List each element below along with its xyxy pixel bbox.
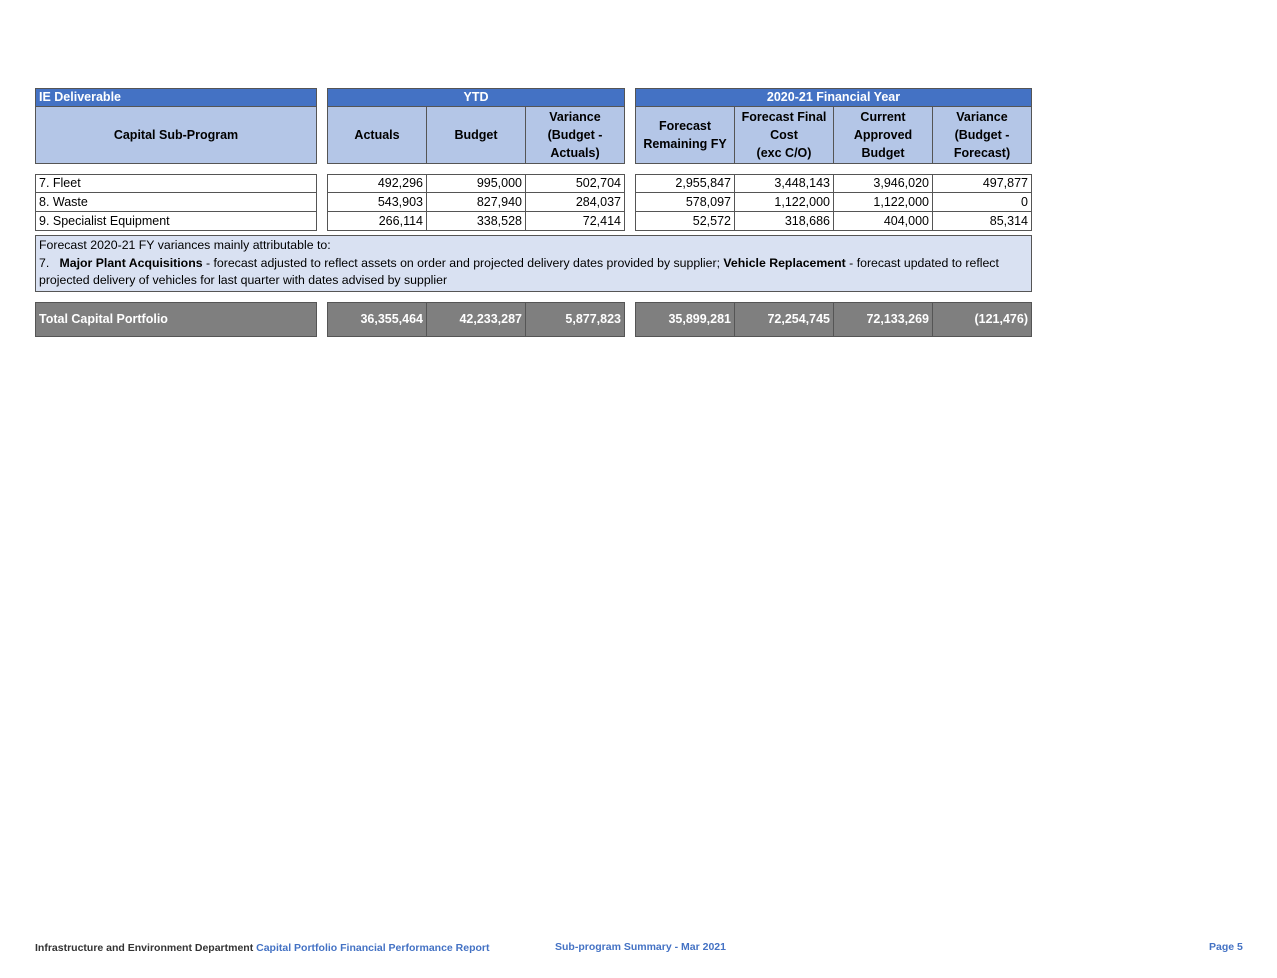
total-name: Total Capital Portfolio [35, 302, 317, 337]
note-text-vehicle: - forecast updated to reflect projected delivery of vehicles for last quarter with dates advised by supplier [39, 255, 999, 287]
variance-forecast-line1: Variance [956, 109, 1008, 124]
approved-budget-line2: Approved [853, 127, 913, 142]
footer-summary: Sub-program Summary - Mar 2021 [555, 941, 726, 953]
variance-ytd-line2: (Budget - [547, 127, 603, 142]
row-waste-name: 8. Waste [35, 192, 317, 212]
row-waste-forecast-remaining: 578,097 [635, 192, 735, 212]
approved-budget-line1: Current [860, 109, 906, 124]
total-budget: 42,233,287 [426, 302, 526, 337]
column-header-budget: Budget [426, 106, 526, 164]
forecast-final-line1: Forecast Final [741, 109, 827, 124]
row-specialist-forecast-remaining: 52,572 [635, 211, 735, 231]
total-actuals: 36,355,464 [327, 302, 427, 337]
variance-note [35, 235, 1032, 292]
row-specialist-fvariance: 85,314 [932, 211, 1032, 231]
column-header-forecast-final [734, 106, 834, 164]
row-fleet-budget: 995,000 [426, 174, 526, 193]
note-line1: Forecast 2020-21 FY variances mainly attributable to: [39, 238, 331, 252]
row-waste-fvariance: 0 [932, 192, 1032, 212]
note-prefix: 7. [39, 255, 50, 270]
row-fleet-forecast-final: 3,448,143 [734, 174, 834, 193]
row-waste-actuals: 543,903 [327, 192, 427, 212]
note-text-plant: - forecast adjusted to reflect assets on order and projected delivery dates provided by supplier; [202, 255, 724, 270]
group-header-ytd: YTD [327, 88, 625, 107]
note-bold-plant: Major Plant Acquisitions [59, 255, 203, 270]
total-fvariance: (121,476) [932, 302, 1032, 337]
forecast-final-line3: (exc C/O) [756, 146, 812, 161]
forecast-remaining-line2: Remaining FY [643, 137, 727, 151]
row-specialist-actuals: 266,114 [327, 211, 427, 231]
row-specialist-name: 9. Specialist Equipment [35, 211, 317, 231]
column-header-actuals: Actuals [327, 106, 427, 164]
total-forecast-final: 72,254,745 [734, 302, 834, 337]
variance-ytd-line3: Actuals) [550, 146, 600, 161]
row-specialist-budget: 338,528 [426, 211, 526, 231]
column-header-forecast-remaining [635, 106, 735, 164]
forecast-remaining-line1: Forecast [658, 118, 712, 133]
total-forecast-remaining: 35,899,281 [635, 302, 735, 337]
row-fleet-variance: 502,704 [525, 174, 625, 193]
row-fleet-fvariance: 497,877 [932, 174, 1032, 193]
row-fleet-name: 7. Fleet [35, 174, 317, 193]
total-variance: 5,877,823 [525, 302, 625, 337]
variance-forecast-line2: (Budget - [954, 127, 1010, 142]
column-header-variance-forecast [932, 106, 1032, 164]
note-bold-vehicle: Vehicle Replacement [723, 255, 846, 270]
group-header-financial-year: 2020-21 Financial Year [635, 88, 1032, 107]
footer-report-title: Capital Portfolio Financial Performance Report [256, 942, 490, 954]
approved-budget-line3: Budget [861, 146, 905, 161]
row-waste-budget: 827,940 [426, 192, 526, 212]
row-waste-forecast-final: 1,122,000 [734, 192, 834, 212]
column-header-sub-program: Capital Sub-Program [35, 106, 317, 164]
group-header-deliverable: IE Deliverable [35, 88, 317, 107]
column-header-approved-budget [833, 106, 933, 164]
row-waste-variance: 284,037 [525, 192, 625, 212]
variance-forecast-line3: Forecast) [953, 146, 1011, 161]
footer-left [35, 942, 490, 954]
row-specialist-approved: 404,000 [833, 211, 933, 231]
variance-ytd-line1: Variance [549, 109, 601, 124]
row-fleet-actuals: 492,296 [327, 174, 427, 193]
row-fleet-approved: 3,946,020 [833, 174, 933, 193]
row-waste-approved: 1,122,000 [833, 192, 933, 212]
note-body [39, 255, 1028, 290]
footer-page-number: Page 5 [1209, 941, 1243, 953]
forecast-final-line2: Cost [770, 127, 798, 142]
row-fleet-forecast-remaining: 2,955,847 [635, 174, 735, 193]
row-specialist-forecast-final: 318,686 [734, 211, 834, 231]
row-specialist-variance: 72,414 [525, 211, 625, 231]
total-approved: 72,133,269 [833, 302, 933, 337]
footer-department: Infrastructure and Environment Department [35, 942, 254, 954]
column-header-variance-ytd [525, 106, 625, 164]
